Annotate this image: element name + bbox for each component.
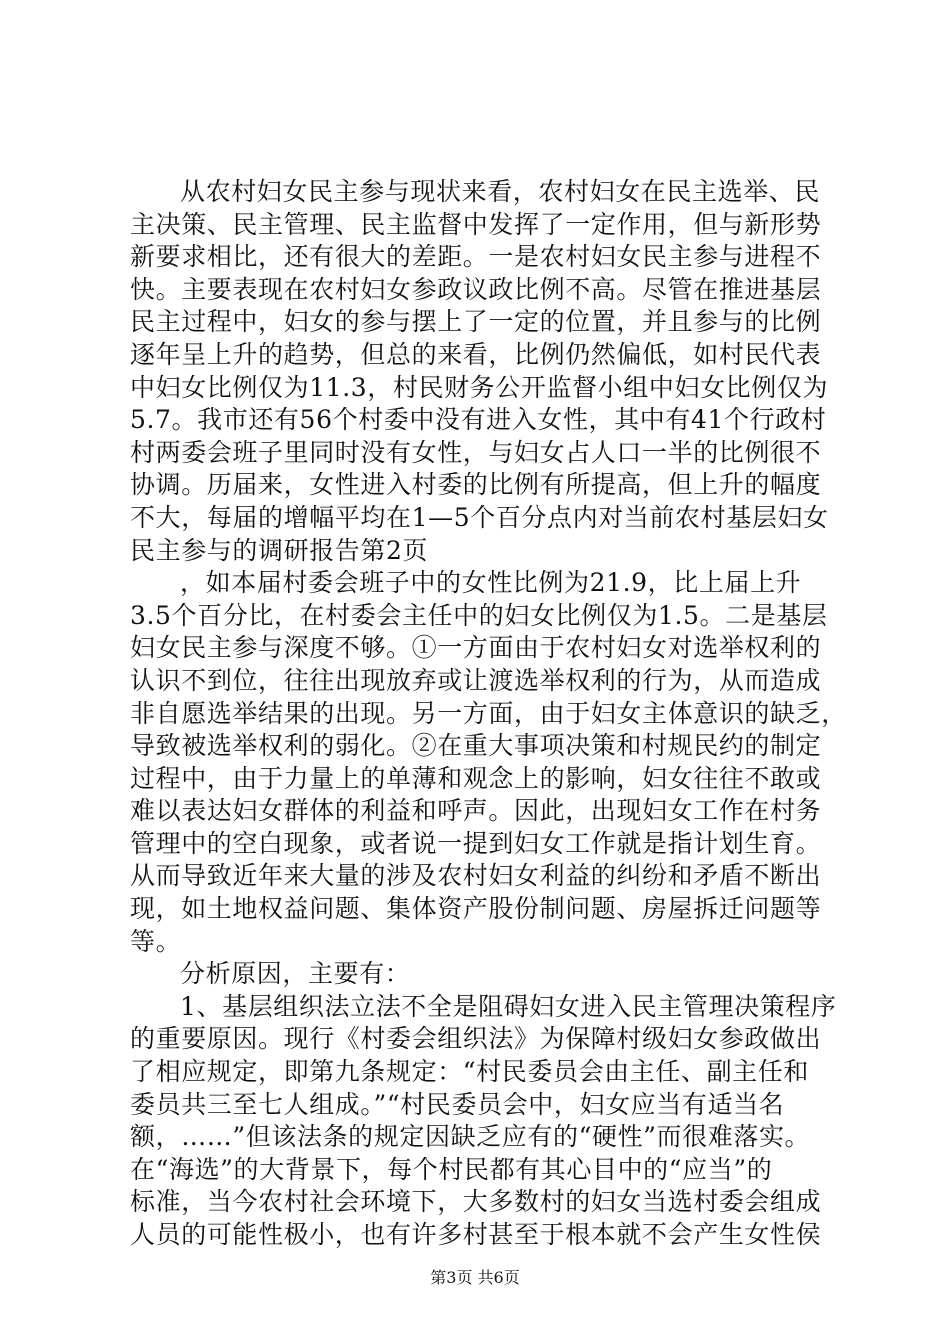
text-line: 分析原因，主要有：: [180, 959, 411, 989]
text-line: 认识不到位，往往出现放弃或让渡选举权利的行为，从而造成: [130, 665, 822, 695]
text-line: 额，……”但该法条的规定因缺乏应有的“硬性”而很难落实。: [130, 1122, 811, 1152]
text-line: 现，如土地权益问题、集体资产股份制问题、房屋拆迁问题等: [130, 894, 822, 924]
text-line: 导致被选举权利的弱化。②在重大事项决策和村规民约的制定: [130, 731, 822, 761]
text-line: 民主参与的调研报告第2页: [130, 535, 429, 565]
text-line: 中妇女比例仅为11.3，村民财务公开监督小组中妇女比例仅为: [130, 372, 829, 402]
text-line: 新要求相比，还有很大的差距。一是农村妇女民主参与进程不: [130, 242, 822, 272]
text-line: 了相应规定，即第九条规定：“村民委员会由主任、副主任和: [130, 1057, 809, 1087]
text-line: 的重要原因。现行《村委会组织法》为保障村级妇女参政做出: [130, 1024, 822, 1054]
body-text: [130, 176, 850, 1252]
text-line: 3.5个百分比，在村委会主任中的妇女比例仅为1.5。二是基层: [130, 600, 828, 630]
text-line: 从而导致近年来大量的涉及农村妇女利益的纠纷和矛盾不断出: [130, 861, 822, 891]
text-line: ，如本届村委会班子中的女性比例为21.9，比上届上升: [180, 568, 802, 598]
text-line: 协调。历届来，女性进入村委的比例有所提高，但上升的幅度: [130, 470, 822, 500]
text-line: 1、基层组织法立法不全是阻碍妇女进入民主管理决策程序: [180, 991, 837, 1021]
page-footer: 第3页 共6页: [430, 1268, 520, 1287]
text-line: 主决策、民主管理、民主监督中发挥了一定作用，但与新形势: [130, 209, 822, 239]
text-line: 在“海选”的大背景下，每个村民都有其心目中的“应当”的: [130, 1154, 773, 1184]
text-line: 妇女民主参与深度不够。①一方面由于农村妇女对选举权利的: [130, 633, 822, 663]
text-line: 等。: [130, 926, 182, 956]
text-line: 管理中的空白现象，或者说一提到妇女工作就是指计划生育。: [130, 828, 822, 858]
text-line: 难以表达妇女群体的利益和呼声。因此，出现妇女工作在村务: [130, 796, 822, 826]
text-line: 人员的可能性极小，也有许多村甚至于根本就不会产生女性侯: [130, 1220, 822, 1249]
text-line: 不大，每届的增幅平均在1—5个百分点内对当前农村基层妇女: [130, 502, 829, 532]
text-line: 逐年呈上升的趋势，但总的来看，比例仍然偏低，如村民代表: [130, 339, 822, 369]
text-line: 非自愿选举结果的出现。另一方面，由于妇女主体意识的缺乏，: [130, 698, 847, 728]
text-line: 从农村妇女民主参与现状来看，农村妇女在民主选举、民: [180, 177, 821, 206]
text-line: 民主过程中，妇女的参与摆上了一定的位置，并且参与的比例: [130, 307, 822, 337]
text-line: 5.7。我市还有56个村委中没有进入女性，其中有41个行政村: [130, 405, 827, 435]
text-line: 标准，当今农村社会环境下，大多数村的妇女当选村委会组成: [130, 1187, 822, 1217]
text-line: 村两委会班子里同时没有女性，与妇女占人口一半的比例很不: [130, 437, 822, 467]
text-line: 委员共三至七人组成。”“村民委员会中，妇女应当有适当名: [130, 1089, 785, 1119]
text-line: 过程中，由于力量上的单薄和观念上的影响，妇女往往不敢或: [130, 763, 822, 793]
text-line: 快。主要表现在农村妇女参政议政比例不高。尽管在推进基层: [130, 274, 822, 304]
